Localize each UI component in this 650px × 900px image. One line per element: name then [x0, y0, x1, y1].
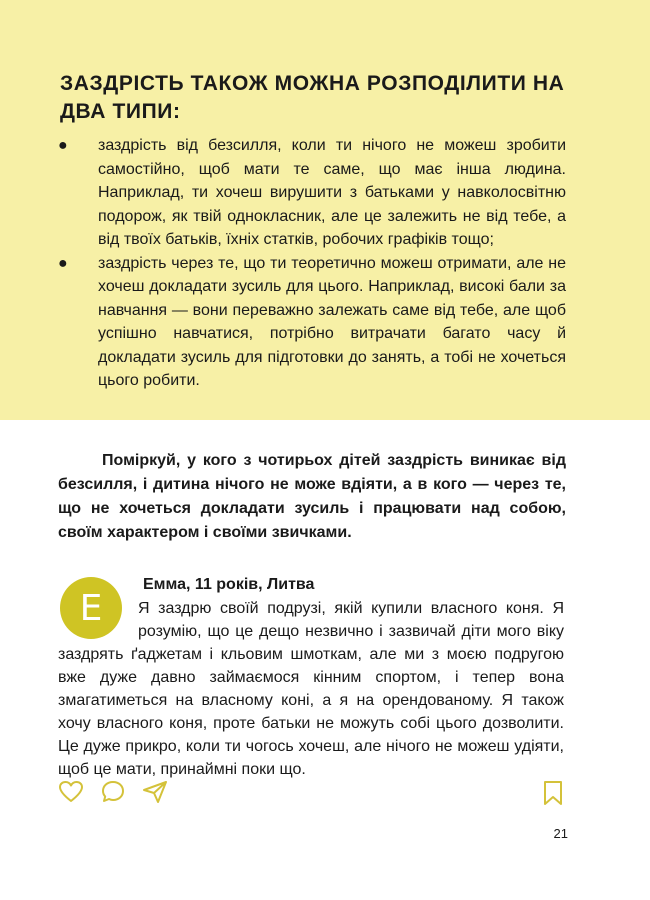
- post-author: Емма, 11 років, Литва: [143, 576, 315, 593]
- bullet-item: [58, 252, 566, 393]
- heart-icon[interactable]: [58, 780, 84, 804]
- bullet-marker: ●: [58, 254, 68, 272]
- page-number: 21: [553, 826, 568, 841]
- section-heading: ЗАЗДРІСТЬ ТАКОЖ МОЖНА РОЗПОДІЛИТИ НА ДВА ТИПИ:: [60, 72, 565, 123]
- bookmark-icon[interactable]: [542, 780, 564, 806]
- comment-icon[interactable]: [100, 780, 126, 804]
- bullet-list: [58, 134, 566, 393]
- post-text: Я заздрю своїй подрузі, якій купили власного коня. Я розумію, що це дещо незвично і зазвичай діти мого віку заздрять ґаджетам і кльовим шмоткам, але ми з моєю подругою вже дуже давно займаємося кінним спортом, і тепер вона змагатиметься на власному коні, а я на орендованому. Я також хочу власного коня, проте батьки не можуть собі цього дозволити. Це дуже прикро, коли ти чогось хочеш, але нічого не можеш удіяти, щоб це мати, принаймні поки що.: [58, 600, 564, 778]
- bullet-marker: ●: [58, 137, 68, 154]
- avatar-letter: E: [79, 587, 103, 629]
- question-paragraph: Поміркуй, у кого з чотирьох дітей заздрість виникає від безсилля, і дитина нічого не може вдіяти, а в кого — через те, що не хочеться докладати зусиль і працювати над собою, своїм характером і своїми звичками.: [58, 452, 566, 541]
- bullet-text: заздрість через те, що ти теоретично можеш отримати, але не хочеш докладати зусиль для цього. Наприклад, високі бали за навчання — вони переважно залежать саме від тебе, але щоб успішно навчатися, потрібно витрачати багато часу й докладати зусиль для підготовки до занять, а тобі не хочеться цього робити.: [98, 254, 566, 389]
- bullet-item: [58, 134, 566, 252]
- send-icon[interactable]: [142, 780, 168, 804]
- post-text-block: [58, 597, 564, 781]
- bullet-text: заздрість від безсилля, коли ти нічого не можеш зробити самостійно, щоб мати те саме, що має інша людина. Наприклад, ти хочеш вирушити з батьками у навколосвітню подорож, як твій однокласник, але це залежить не від тебе, а від твоїх батьків, їхніх статків, робочих графіків тощо;: [98, 137, 566, 248]
- post-actions: [58, 780, 566, 806]
